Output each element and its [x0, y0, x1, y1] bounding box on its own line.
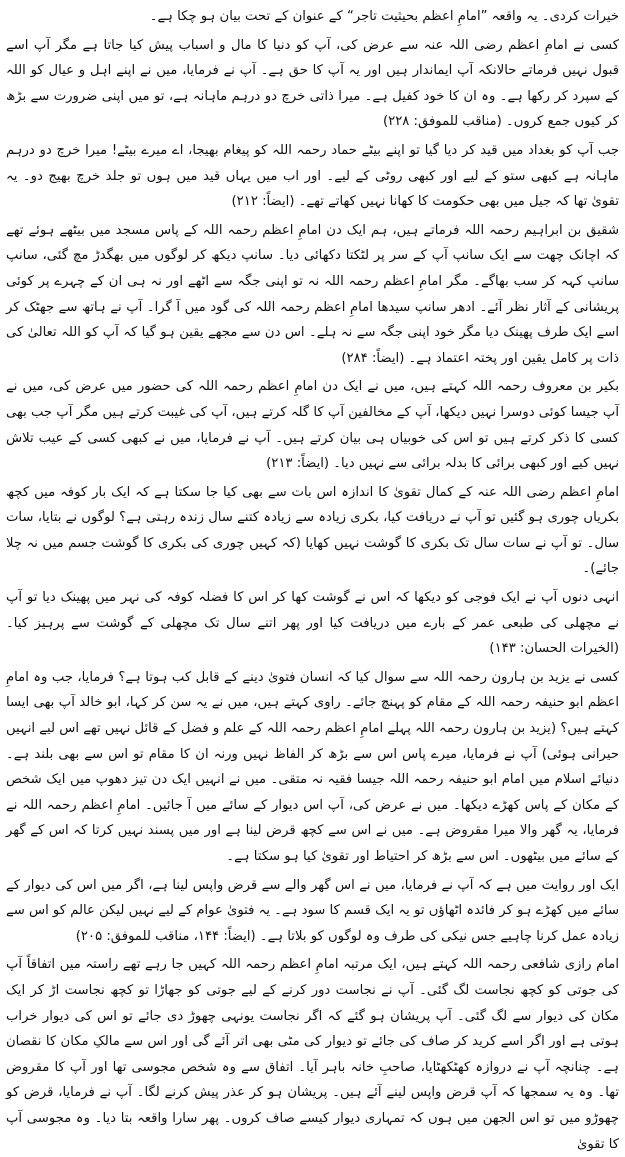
paragraph-text: بکیر بن معروف رحمہ اللہ کہتے ہیں، میں نے ایک دن امامِ اعظم رحمہ اللہ کی حضور میں عرض کی، میں نے آپ جیسا کوئی دوسرا نہیں دیکھا، آپ کے مخالفین آپ کا گلہ کرتے ہیں، آپ کی غیبت کرتے ہیں مگر آپ جب بھی کسی کا ذکر کرتے ہیں تو اس کی خوبیاں ہی بیان کرتے ہیں۔ آپ نے فرمایا، میں نے کبھی کسی کے عیب تلاش نہیں کیے اور کبھی برائی کا بدلہ برائی سے نہیں دیا۔: [6, 379, 619, 472]
paragraph-text: کسی نے امامِ اعظم رضی اللہ عنہ سے عرض کی، آپ کو دنیا کا مال و اسباب پیش کیا جاتا ہے مگر آپ اسے قبول نہیں فرماتے حالانکہ آپ ایماندار ہیں اور یہ آپ کا حق ہے۔ آپ نے فرمایا، میں نے اپنے اہل و عیال کو اللہ کے سپرد کر رکھا ہے۔ وہ ان کا خود کفیل ہے۔ میرا ذاتی خرچ دو درہم ماہانہ ہے، تو میں اپنی ضرورت سے بڑھ کر کیوں جمع کروں۔: [6, 37, 619, 130]
paragraph-5: [6, 374, 619, 476]
citation: (الخیرات الحسان: ۱۴۳): [489, 641, 619, 657]
paragraph-8: [6, 665, 619, 870]
paragraph-6: [6, 480, 619, 582]
paragraph-text: ایک اور روایت میں ہے کہ آپ نے فرمایا، میں نے اس گھر والے سے قرض واپس لینا ہے، اگر میں اس کی دیوار کے سائے میں کھڑے ہو کر فائدہ اٹھاؤں تو یہ ایک قسم کا سود ہے۔ یہ فتویٰ عوام کے لیے نہیں لیکن عالم کو اس سے زیادہ عمل کرنا چاہیے جس نیکی کی طرف وہ لوگوں کو بلاتا ہے۔: [6, 877, 619, 944]
paragraph-10: [6, 952, 619, 1157]
paragraph-7: [6, 585, 619, 662]
paragraph-1: [6, 4, 619, 30]
citation: (ایضاً: ۲۱۳): [266, 456, 330, 472]
paragraph-4: [6, 218, 619, 372]
paragraph-text: کسی نے یزید بن ہارون رحمہ اللہ سے سوال کیا کہ انسان فتویٰ دینے کے قابل کب ہوتا ہے؟ فرمایا، جب وہ امامِ اعظم ابو حنیفہ رحمہ اللہ کے مقام کو پہنچ جائے۔ راوی کہتے ہیں، میں نے یہ سن کر کہا، ابو خالد آپ بھی ایسا کہتے ہیں؟ (یزید بن ہارون رحمہ اللہ پہلے امامِ اعظم رحمہ اللہ کے علم و فضل کے قائل نہیں تھے اس لیے انہیں حیرانی ہوئی) آپ نے فرمایا، میرے پاس اس سے بڑھ کر الفاظ نہیں ورنہ ان کا مقام تو اس سے بھی بلند ہے۔ دنیائے اسلام میں امام ابو حنیفہ رحمہ اللہ جیسا فقیہ نہ متقی۔ میں نے انہیں ایک دن تیز دھوپ میں ایک شخص کے مکان کے پاس کھڑے دیکھا۔ میں نے عرض کی، آپ اس دیوار کے سائے میں آ جائیں۔ امامِ اعظم رحمہ اللہ نے فرمایا، یہ گھر والا میرا مقروض ہے۔ میں نے اس سے کچھ قرض لینا ہے اور میں پسند نہیں کرتا کہ اس کے گھر کے سائے میں بیٹھوں۔ اس سے بڑھ کر احتیاط اور تقویٰ کیا ہو سکتا ہے۔: [6, 669, 619, 864]
paragraph-9: [6, 873, 619, 950]
paragraph-3: [6, 138, 619, 215]
paragraph-text: خیرات کردی۔ یہ واقعہ ”امامِ اعظم بحیثیت تاجر“ کے عنوان کے تحت بیان ہو چکا ہے۔: [149, 9, 619, 24]
citation: (ایضاً: ۲۱۲): [231, 194, 295, 210]
paragraph-text: شقیق بن ابراہیم رحمہ اللہ فرماتے ہیں، ہم ایک دن امامِ اعظم رحمہ اللہ کے پاس مسجد میں بیٹھے ہوئے تھے کہ اچانک چھت سے ایک سانپ آپ کے سر پر لٹکتا دکھائی دیا۔ سانپ دیکھ کر لوگوں میں بھگدڑ مچ گئی، سانپ سانپ کہہ کر سب بھاگے۔ مگر امامِ اعظم رحمہ اللہ نہ تو اپنی جگہ سے اٹھے اور نہ ہی ان کے چہرے پر کوئی پریشانی کے آثار نظر آئے۔ ادھر سانپ سیدھا امامِ اعظم رحمہ اللہ کی گود میں آ گرا۔ آپ نے ہاتھ سے جھٹک کر اسے ایک طرف پھینک دیا مگر خود اپنی جگہ سے نہ ہلے۔ اس دن سے مجھے یقین ہو گیا کہ آپ کو اللہ تعالیٰ کی ذات پر کامل یقین اور پختہ اعتماد ہے۔: [6, 222, 619, 366]
citation: (ایضاً: ۲۸۴): [341, 350, 405, 366]
paragraph-text: امامِ اعظم رضی اللہ عنہ کے کمال تقویٰ کا اندازہ اس بات سے بھی کیا جا سکتا ہے کہ ایک بار کوفہ میں کچھ بکریاں چوری ہو گئیں تو آپ نے دریافت کیا، بکری زیادہ سے زیادہ کتنے سال زندہ رہتی ہے؟ لوگوں نے بتایا، سات سال۔ تو آپ نے سات سال تک بکری کا گوشت نہیں کھایا (کہ کہیں چوری کی بکری کا گوشت جسم میں نہ چلا جائے)۔: [6, 484, 619, 577]
paragraph-text: امام رازی شافعی رحمہ اللہ کہتے ہیں، ایک مرتبہ امامِ اعظم رحمہ اللہ کہیں جا رہے تھے راستہ میں اتفاقاً آپ کی جوتی کو کچھ نجاست لگ گئی۔ آپ نے نجاست دور کرنے کے لیے جوتی کو جھاڑا تو کچھ نجاست اڑ کر ایک مکان کی دیوار سے لگ گئی۔ آپ پریشان ہو گئے کہ اگر نجاست یونہی چھوڑ دی جائے تو اس کی دیوار خراب ہوتی ہے اور اگر اسے کرید کر صاف کی جائے تو دیوار کی مٹی بھی اتر آئے گی اور اس سے مالکِ مکان کا نقصان ہے۔ چنانچہ آپ نے دروازہ کھٹکھٹایا، صاحبِ خانہ باہر آیا۔ اتفاق سے وہ شخص مجوسی تھا اور آپ کا مقروض تھا۔ وہ یہ سمجھا کہ آپ قرض واپس لینے آئے ہیں۔ پریشان ہو کر عذر پیش کرنے لگا۔ آپ نے فرمایا، قرض کو چھوڑو میں تو اس الجھن میں ہوں کہ تمہاری دیوار کیسے صاف کروں۔ پھر سارا واقعہ بتا دیا۔ وہ مجوسی آپ کا تقویٰ: [6, 957, 619, 1152]
citation: (مناقب للموفق: ۲۲۸): [382, 114, 502, 130]
citation: (ایضاً: ۱۴۴، مناقب للموفق: ۲۰۵): [75, 928, 256, 944]
paragraph-text: انہی دنوں آپ نے ایک فوجی کو دیکھا کہ اس نے گوشت کھا کر اس کا فضلہ کوفہ کی نہر میں پھینک دیا تو آپ نے مچھلی کی طبعی عمر کے بارے میں دریافت کیا اور پھر اتنے سال تک مچھلی کے گوشت سے پرہیز کیا۔: [6, 590, 619, 631]
paragraph-2: [6, 33, 619, 135]
paragraph-text: جب آپ کو بغداد میں قید کر دیا گیا تو اپنے بیٹے حماد رحمہ اللہ کو پیغام بھیجا، اے میرے بیٹے! میرا خرچ دو درہم ماہانہ ہے کبھی ستو کے لیے اور کبھی روٹی کے لیے۔ اور اب میں یہاں قید میں ہوں تو جلد خرچ بھیج دو۔ یہ تقویٰ تھا کہ جیل میں بھی حکومت کا کھانا نہیں کھاتے تھے۔: [6, 142, 619, 210]
